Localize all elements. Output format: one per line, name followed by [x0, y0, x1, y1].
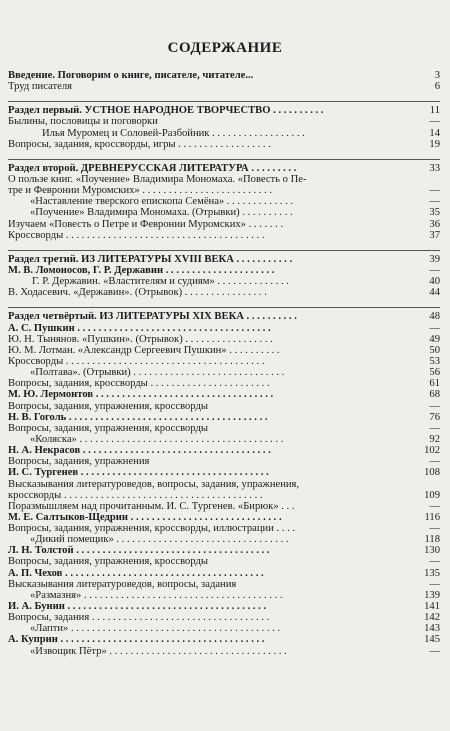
toc-entry-title: Вопросы, задания, кроссворды, игры . . . . . . . . . . . . . . . . . .: [8, 138, 271, 150]
toc-entry-title: «Коляска» . . . . . . . . . . . . . . . . . . . . . . . . . . . . . . . . . . . . . . .: [30, 433, 284, 445]
toc-entry: [8, 139, 440, 150]
toc-entry-title: М. Ю. Лермонтов . . . . . . . . . . . . . . . . . . . . . . . . . . . . . . . . . .: [8, 389, 274, 401]
section-gap: [8, 150, 440, 157]
toc-entry-title: Вопросы, задания, упражнения, кроссворды: [8, 556, 208, 568]
section-gap: [8, 241, 440, 248]
toc-entry-page: 44: [429, 287, 440, 299]
toc-entry-title: Раздел второй. ДРЕВНЕРУССКАЯ ЛИТЕРАТУРА . . . . . . . . .: [8, 162, 297, 174]
toc-entry: [8, 356, 440, 367]
toc-entry-title: Былины, пословицы и поговорки: [8, 116, 158, 128]
toc-entry-title: М. Е. Салтыков-Щедрин . . . . . . . . . . . . . . . . . . . . . . . . . . . . .: [8, 511, 282, 523]
toc-entry-page: 142: [424, 612, 440, 624]
toc-entry: [8, 81, 440, 92]
toc-entry-page: —: [429, 578, 440, 590]
toc-entry-page: 50: [429, 344, 440, 356]
toc-entry-page: 37: [429, 229, 440, 241]
toc-entry: [8, 401, 440, 412]
toc-entry-page: 145: [424, 634, 440, 646]
toc-entry: [8, 196, 440, 207]
toc-entry: [8, 467, 440, 478]
toc-entry-page: —: [429, 322, 440, 334]
toc-entry-page: 6: [434, 81, 440, 93]
toc-entry: [8, 185, 440, 196]
toc-entry-title: «Поучение» Владимира Мономаха. (Отрывки) . . . . . . . . . .: [30, 207, 293, 219]
toc-entry-title: Высказывания литературоведов, вопросы, задания: [8, 578, 237, 590]
toc-entry: [8, 579, 440, 590]
toc-entry-title: Раздел четвёртый. ИЗ ЛИТЕРАТУРЫ XIX ВЕКА . . . . . . . . . .: [8, 311, 297, 323]
toc-entry: [8, 323, 440, 334]
toc-entry: [8, 116, 440, 127]
toc-entry: [8, 412, 440, 423]
toc-entry: [8, 378, 440, 389]
toc-entry: [8, 174, 440, 185]
toc-entry-title: Н. В. Гоголь . . . . . . . . . . . . . . . . . . . . . . . . . . . . . . . . . . . . . .: [8, 411, 268, 423]
toc-entry-page: 33: [429, 162, 440, 174]
toc-entry-title: Вопросы, задания, упражнения: [8, 456, 150, 468]
toc-entry-title: Ю. М. Лотман. «Александр Сергеевич Пушкин» . . . . . . . . . .: [8, 344, 280, 356]
section-divider: [8, 250, 440, 251]
toc-entry-title: Изучаем «Повесть о Петре и Февронии Муромских» . . . . . . .: [8, 218, 284, 230]
toc-entry-page: 76: [429, 411, 440, 423]
toc-entry-title: «Размазня» . . . . . . . . . . . . . . . . . . . . . . . . . . . . . . . . . . . . . .: [30, 589, 283, 601]
toc-entry-title: Н. А. Некрасов . . . . . . . . . . . . . . . . . . . . . . . . . . . . . . . . . . . .: [8, 445, 271, 457]
toc-entry: [8, 389, 440, 400]
toc-entry-title: Поразмышляем над прочитанным. И. С. Тургенев. «Бирюк» . . .: [8, 500, 295, 512]
toc-entry-page: —: [429, 645, 440, 657]
toc-entry-page: 102: [424, 445, 440, 457]
toc-entry-title: «Лапти» . . . . . . . . . . . . . . . . . . . . . . . . . . . . . . . . . . . . . . . .: [30, 623, 281, 635]
toc-entry-title: Кроссворды . . . . . . . . . . . . . . . . . . . . . . . . . . . . . . . . . . . . . .: [8, 229, 265, 241]
section-divider: [8, 101, 440, 102]
toc-entry-title: кроссворды . . . . . . . . . . . . . . . . . . . . . . . . . . . . . . . . . . . . . .: [8, 489, 263, 501]
toc-entry: [8, 334, 440, 345]
toc-entry-page: 109: [424, 489, 440, 501]
toc-entry: [8, 311, 440, 322]
toc-entry: [8, 456, 440, 467]
toc-entry-page: —: [429, 185, 440, 197]
toc-entry-page: 56: [429, 367, 440, 379]
toc-entry-page: 11: [429, 105, 440, 117]
toc-entry-page: 39: [429, 253, 440, 265]
toc-entry-page: 36: [429, 218, 440, 230]
toc-entry-title: А. П. Чехов . . . . . . . . . . . . . . . . . . . . . . . . . . . . . . . . . . . . . .: [8, 567, 264, 579]
toc-entry: [8, 612, 440, 623]
toc-entry-title: О пользе книг. «Поучение» Владимира Мономаха. «Повесть о Пе-: [8, 173, 307, 185]
toc-entry-title: Раздел третий. ИЗ ЛИТЕРАТУРЫ XVIII ВЕКА . . . . . . . . . . .: [8, 253, 293, 265]
toc-entry-title: Раздел первый. УСТНОЕ НАРОДНОЕ ТВОРЧЕСТВО . . . . . . . . . .: [8, 105, 324, 117]
toc-entry: [8, 207, 440, 218]
toc-entry-page: 108: [424, 467, 440, 479]
toc-entry-title: А. Куприн . . . . . . . . . . . . . . . . . . . . . . . . . . . . . . . . . . . . . . .: [8, 634, 265, 646]
toc-entry-title: «Извощик Пётр» . . . . . . . . . . . . . . . . . . . . . . . . . . . . . . . . . .: [30, 645, 287, 657]
page-title: СОДЕРЖАНИЕ: [167, 40, 283, 56]
toc-entry-title: Вопросы, задания, упражнения, кроссворды: [8, 400, 208, 412]
toc-entry: [8, 445, 440, 456]
toc-entry-page: —: [429, 556, 440, 568]
toc-entry-page: —: [429, 422, 440, 434]
toc-entry-page: —: [429, 500, 440, 512]
toc-entry-title: И. С. Тургенев . . . . . . . . . . . . . . . . . . . . . . . . . . . . . . . . . . . .: [8, 467, 269, 479]
section-divider: [8, 159, 440, 160]
toc-entry: [8, 623, 440, 634]
toc-entry-title: В. Ходасевич. «Державин». (Отрывок) . . . . . . . . . . . . . . . .: [8, 287, 267, 299]
table-of-contents: [8, 70, 440, 657]
toc-entry: [8, 345, 440, 356]
section-gap: [8, 298, 440, 305]
toc-entry-title: Вопросы, задания, кроссворды . . . . . . . . . . . . . . . . . . . . . . .: [8, 378, 270, 390]
toc-entry: [8, 70, 440, 81]
toc-entry: [8, 128, 440, 139]
toc-entry-page: 48: [429, 311, 440, 323]
toc-entry-title: «Наставление тверского епископа Семёна» . . . . . . . . . . . . .: [30, 196, 294, 208]
toc-entry: [8, 556, 440, 567]
toc-entry: [8, 534, 440, 545]
toc-entry-page: 3: [434, 70, 440, 81]
toc-entry-title: И. А. Бунин . . . . . . . . . . . . . . . . . . . . . . . . . . . . . . . . . . . . . .: [8, 601, 267, 613]
toc-entry-page: 135: [424, 567, 440, 579]
toc-entry: [8, 545, 440, 556]
toc-entry-page: 40: [429, 276, 440, 288]
toc-entry: [8, 479, 440, 490]
toc-entry-title: Вопросы, задания . . . . . . . . . . . . . . . . . . . . . . . . . . . . . . . . . .: [8, 612, 270, 624]
toc-entry-page: 35: [429, 207, 440, 219]
toc-entry: [8, 287, 440, 298]
toc-entry: [8, 105, 440, 116]
toc-entry: [8, 501, 440, 512]
toc-entry-title: Высказывания литературоведов, вопросы, задания, упражнения,: [8, 478, 300, 490]
toc-entry-title: Труд писателя: [8, 81, 72, 93]
toc-entry-page: 118: [424, 534, 440, 546]
section-gap: [8, 92, 440, 99]
toc-entry-page: —: [429, 264, 440, 276]
toc-entry: [8, 490, 440, 501]
toc-entry-page: 53: [429, 355, 440, 367]
toc-entry: [8, 568, 440, 579]
toc-entry-page: 141: [424, 601, 440, 613]
toc-entry-page: 139: [424, 589, 440, 601]
toc-entry-page: —: [429, 400, 440, 412]
toc-entry-title: Вопросы, задания, упражнения, кроссворды: [8, 422, 208, 434]
toc-entry: [8, 367, 440, 378]
toc-entry-title: Илья Муромец и Соловей-Разбойник . . . . . . . . . . . . . . . . . .: [42, 127, 305, 139]
toc-entry: [8, 276, 440, 287]
toc-entry: [8, 230, 440, 241]
toc-entry-page: 61: [429, 378, 440, 390]
section-divider: [8, 307, 440, 308]
toc-entry-title: Вопросы, задания, упражнения, кроссворды, иллюстрации . . . .: [8, 523, 296, 535]
toc-entry-page: —: [429, 196, 440, 208]
toc-entry-title: «Дикий помещик» . . . . . . . . . . . . . . . . . . . . . . . . . . . . . . . . .: [30, 534, 289, 546]
toc-entry-page: 92: [429, 433, 440, 445]
toc-entry-page: 68: [429, 389, 440, 401]
toc-entry-page: —: [429, 116, 440, 128]
toc-entry-page: 143: [424, 623, 440, 635]
toc-entry: [8, 601, 440, 612]
toc-entry: [8, 590, 440, 601]
toc-entry: [8, 265, 440, 276]
toc-entry-page: 130: [424, 545, 440, 557]
toc-entry: [8, 523, 440, 534]
toc-entry-title: Кроссворды . . . . . . . . . . . . . . . . . . . . . . . . . . . . . . . . . . . . . .: [8, 355, 265, 367]
toc-entry: [8, 634, 440, 645]
toc-entry-page: 19: [429, 138, 440, 150]
toc-entry-page: 116: [424, 511, 440, 523]
toc-entry-page: —: [429, 456, 440, 468]
toc-entry-title: Ю. Н. Тынянов. «Пушкин». (Отрывок) . . . . . . . . . . . . . . . . .: [8, 333, 273, 345]
toc-entry-title: Введение. Поговорим о книге, писателе, читателе...: [8, 70, 254, 81]
toc-entry-title: «Полтава». (Отрывки) . . . . . . . . . . . . . . . . . . . . . . . . . . . . .: [30, 367, 285, 379]
toc-entry: [8, 219, 440, 230]
toc-entry-title: А. С. Пушкин . . . . . . . . . . . . . . . . . . . . . . . . . . . . . . . . . . . . .: [8, 322, 271, 334]
toc-entry: [8, 434, 440, 445]
toc-entry: [8, 254, 440, 265]
toc-entry-title: Л. Н. Толстой . . . . . . . . . . . . . . . . . . . . . . . . . . . . . . . . . . . . .: [8, 545, 270, 557]
toc-entry: [8, 512, 440, 523]
toc-entry: [8, 423, 440, 434]
toc-entry: [8, 163, 440, 174]
toc-entry-title: тре и Февронии Муромских» . . . . . . . . . . . . . . . . . . . . . . . . .: [8, 185, 273, 197]
toc-entry: [8, 646, 440, 657]
toc-entry-page: —: [429, 523, 440, 535]
toc-entry-title: Г. Р. Державин. «Властителям и судиям» . . . . . . . . . . . . . .: [32, 276, 289, 288]
toc-entry-page: 49: [429, 333, 440, 345]
toc-entry-title: М. В. Ломоносов, Г. Р. Державин . . . . . . . . . . . . . . . . . . . . .: [8, 264, 275, 276]
toc-entry-page: 14: [429, 127, 440, 139]
